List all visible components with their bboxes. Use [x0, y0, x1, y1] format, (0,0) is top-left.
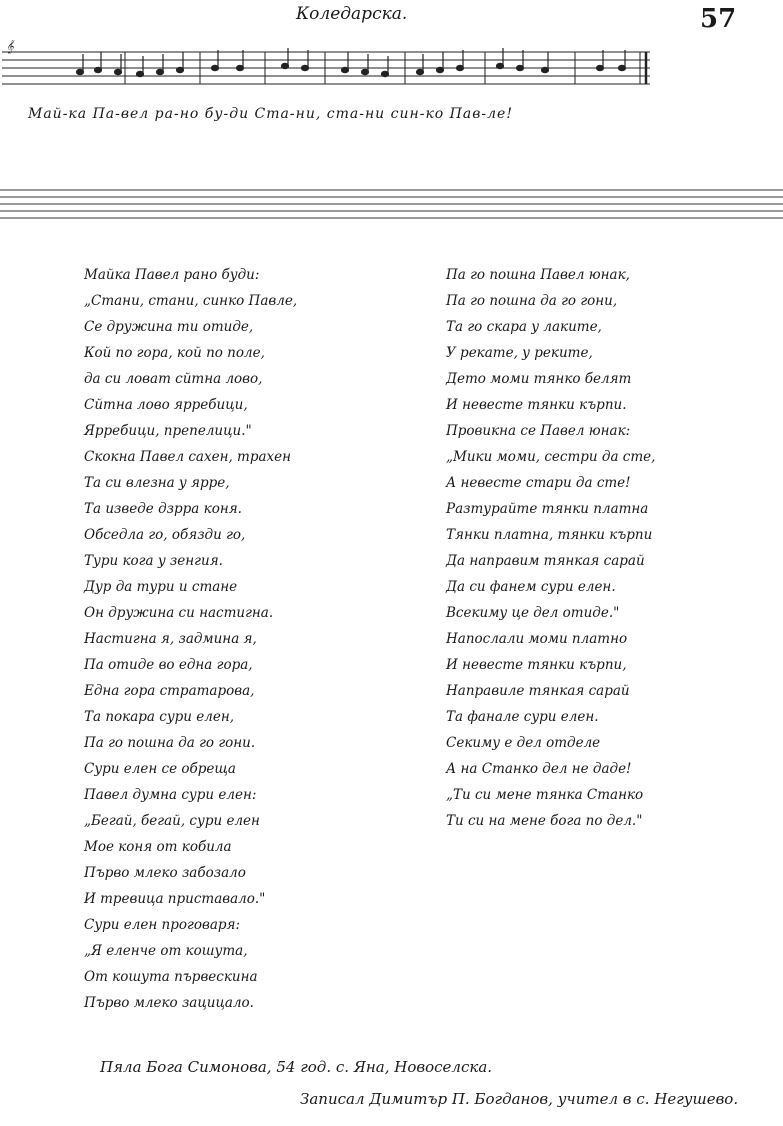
- poem-line: Дур да тури и стане: [84, 579, 238, 595]
- poem-line: Па го пошна Павел юнак,: [446, 267, 630, 283]
- lyric-underlay: Май-ка Па-вел ра-но бу-ди Ста-ни, ста-ни син-ко Пав-ле!: [28, 106, 513, 122]
- page-number: 57: [700, 4, 737, 34]
- poem-line: Сури елен проговаря:: [84, 917, 240, 933]
- poem-line: Напослали моми платно: [446, 631, 628, 647]
- poem-line: „Мики моми, сестри да сте,: [446, 449, 656, 465]
- poem-line: Па го пошна да го гони.: [84, 735, 256, 751]
- poem-line: А на Станко дел не даде!: [446, 761, 632, 777]
- clef-mark-icon: 𝄞: [6, 40, 14, 54]
- poem-line: Та го скара у лаките,: [446, 319, 602, 335]
- poem-line: Дето моми тянко белят: [446, 371, 632, 387]
- poem-line: Кой по гора, кой по поле,: [84, 345, 265, 361]
- poem-line: Първо млеко забозало: [84, 865, 246, 881]
- poem-line: Се дружина ти отиде,: [84, 319, 254, 335]
- poem-line: Обседла го, обязди го,: [84, 527, 246, 543]
- poem-line: „Бегай, бегай, сури елен: [84, 813, 260, 829]
- music-staff: [0, 40, 783, 100]
- poem-line: Първо млеко зацицало.: [84, 995, 254, 1011]
- poem-line: Секиму е дел отделе: [446, 735, 601, 751]
- song-title: Коледарска.: [296, 4, 408, 24]
- poem-line: Направиле тянкая сарай: [446, 683, 630, 699]
- poem-line: Провикна се Павел юнак:: [446, 423, 631, 439]
- poem-line: У рекате, у реките,: [446, 345, 593, 361]
- poem-line: Мое коня от кобила: [84, 839, 232, 855]
- poem-line: Та фанале сури елен.: [446, 709, 599, 725]
- poem-line: да си ловат сйтна лово,: [84, 371, 263, 387]
- poem-line: Тянки платна, тянки кърпи: [446, 527, 653, 543]
- empty-music-staff: [0, 180, 783, 220]
- poem-line: Та изведе дзрра коня.: [84, 501, 242, 517]
- singer-note: Пяла Бога Симонова, 54 год. с. Яна, Новоселска.: [100, 1058, 493, 1076]
- poem-line: Тури кога у зенгия.: [84, 553, 223, 569]
- poem-line: Майка Павел рано буди:: [84, 267, 260, 283]
- poem-line: „Ти си мене тянка Станко: [446, 787, 644, 803]
- poem-line: Да си фанем сури елен.: [446, 579, 616, 595]
- poem-line: Ти си на мене бога по дел.": [446, 813, 643, 829]
- poem-line: Всекиму це дел отиде.": [446, 605, 620, 621]
- poem-line: Разтурайте тянки платна: [446, 501, 649, 517]
- poem-line: Сури елен се обреща: [84, 761, 236, 777]
- poem-line: Една гора стратарова,: [84, 683, 255, 699]
- poem-line: Скокна Павел сахен, трахен: [84, 449, 292, 465]
- poem-line: И невесте тянки кърпи.: [446, 397, 627, 413]
- poem-right-column: [446, 262, 655, 834]
- poem-line: А невесте стари да сте!: [446, 475, 631, 491]
- poem-line: Ярребици, препелици.": [84, 423, 252, 439]
- poem-line: Та покара сури елен,: [84, 709, 235, 725]
- poem-line: И невесте тянки кърпи,: [446, 657, 627, 673]
- poem-line: От кошута първескина: [84, 969, 258, 985]
- poem-line: „Я еленче от кошута,: [84, 943, 248, 959]
- poem-line: Та си влезна у ярре,: [84, 475, 230, 491]
- poem-line: И тревица приставало.": [84, 891, 266, 907]
- poem-line: „Стани, стани, синко Павле,: [84, 293, 298, 309]
- poem-line: Настигна я, задмина я,: [84, 631, 257, 647]
- recorder-note: Записал Димитър П. Богданов, учител в с. Негушево.: [300, 1090, 739, 1108]
- poem-line: Сйтна лово ярребици,: [84, 397, 248, 413]
- poem-line: Па го пошна да го гони,: [446, 293, 618, 309]
- poem-line: Па отиде во една гора,: [84, 657, 253, 673]
- poem-line: Павел думна сури елен:: [84, 787, 257, 803]
- poem-line: Да направим тянкая сарай: [446, 553, 645, 569]
- poem-line: Он дружина си настигна.: [84, 605, 274, 621]
- poem-left-column: [84, 262, 297, 1016]
